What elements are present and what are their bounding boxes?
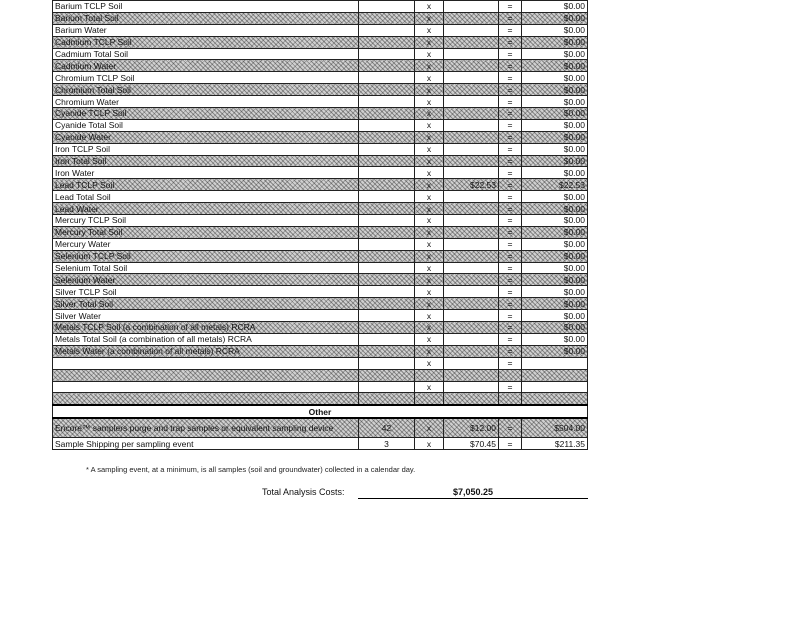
line-total-cell: $0.00 bbox=[522, 60, 588, 72]
line-total-cell: $0.00 bbox=[522, 84, 588, 96]
table-row bbox=[53, 191, 588, 203]
table-row bbox=[53, 119, 588, 131]
line-total-cell: $0.00 bbox=[522, 262, 588, 274]
equals-sign: = bbox=[499, 131, 522, 143]
quantity-cell bbox=[359, 369, 415, 381]
table-row bbox=[53, 333, 588, 345]
table-row bbox=[53, 393, 588, 405]
equals-sign: = bbox=[499, 286, 522, 298]
table-row bbox=[53, 418, 588, 438]
equals-sign: = bbox=[499, 215, 522, 227]
equals-sign bbox=[499, 369, 522, 381]
equals-sign: = bbox=[499, 250, 522, 262]
analyte-name: Mercury TCLP Soil bbox=[53, 215, 359, 227]
unit-price-cell bbox=[444, 250, 499, 262]
quantity-cell bbox=[359, 24, 415, 36]
equals-sign: = bbox=[499, 84, 522, 96]
line-total-cell: $0.00 bbox=[522, 1, 588, 13]
equals-sign: = bbox=[499, 333, 522, 345]
equals-sign: = bbox=[499, 96, 522, 108]
analyte-name: Chromium Total Soil bbox=[53, 84, 359, 96]
line-total-cell: $211.35 bbox=[522, 438, 588, 450]
equals-sign: = bbox=[499, 24, 522, 36]
table-row bbox=[53, 215, 588, 227]
table-row bbox=[53, 1, 588, 13]
multiply-sign: x bbox=[415, 298, 444, 310]
equals-sign: = bbox=[499, 310, 522, 322]
line-total-cell: $0.00 bbox=[522, 322, 588, 334]
line-total-cell: $0.00 bbox=[522, 250, 588, 262]
multiply-sign: x bbox=[415, 250, 444, 262]
multiply-sign: x bbox=[415, 96, 444, 108]
quantity-cell bbox=[359, 262, 415, 274]
equals-sign: = bbox=[499, 357, 522, 369]
analyte-name: Encore™ samplers purge and trap samples or equivalent sampling device bbox=[53, 418, 359, 438]
multiply-sign: x bbox=[415, 381, 444, 393]
line-total-cell: $0.00 bbox=[522, 274, 588, 286]
multiply-sign: x bbox=[415, 24, 444, 36]
multiply-sign: x bbox=[415, 274, 444, 286]
quantity-cell bbox=[359, 203, 415, 215]
equals-sign: = bbox=[499, 203, 522, 215]
line-total-cell: $0.00 bbox=[522, 96, 588, 108]
unit-price-cell bbox=[444, 333, 499, 345]
multiply-sign: x bbox=[415, 203, 444, 215]
table-row bbox=[53, 60, 588, 72]
analyte-name: Sample Shipping per sampling event bbox=[53, 438, 359, 450]
line-total-cell: $0.00 bbox=[522, 226, 588, 238]
quantity-cell bbox=[359, 393, 415, 405]
section-title: Other bbox=[53, 405, 588, 418]
quantity-cell bbox=[359, 119, 415, 131]
equals-sign: = bbox=[499, 238, 522, 250]
multiply-sign: x bbox=[415, 262, 444, 274]
analyte-name: Lead Total Soil bbox=[53, 191, 359, 203]
cost-table-body bbox=[53, 1, 588, 450]
analyte-name: Silver TCLP Soil bbox=[53, 286, 359, 298]
multiply-sign: x bbox=[415, 48, 444, 60]
quantity-cell bbox=[359, 310, 415, 322]
unit-price-cell bbox=[444, 262, 499, 274]
multiply-sign: x bbox=[415, 84, 444, 96]
quantity-cell bbox=[359, 179, 415, 191]
quantity-cell bbox=[359, 191, 415, 203]
unit-price-cell bbox=[444, 48, 499, 60]
unit-price-cell bbox=[444, 143, 499, 155]
quantity-cell bbox=[359, 357, 415, 369]
line-total-cell: $0.00 bbox=[522, 167, 588, 179]
line-total-cell: $0.00 bbox=[522, 12, 588, 24]
quantity-cell bbox=[359, 1, 415, 13]
multiply-sign: x bbox=[415, 143, 444, 155]
analyte-name: Barium TCLP Soil bbox=[53, 1, 359, 13]
analyte-name: Iron Total Soil bbox=[53, 155, 359, 167]
quantity-cell bbox=[359, 84, 415, 96]
quantity-cell bbox=[359, 167, 415, 179]
multiply-sign: x bbox=[415, 286, 444, 298]
line-total-cell: $0.00 bbox=[522, 286, 588, 298]
equals-sign: = bbox=[499, 36, 522, 48]
table-row bbox=[53, 250, 588, 262]
unit-price-cell bbox=[444, 298, 499, 310]
line-total-cell: $0.00 bbox=[522, 131, 588, 143]
table-row bbox=[53, 96, 588, 108]
analyte-name: Chromium Water bbox=[53, 96, 359, 108]
table-row bbox=[53, 310, 588, 322]
analyte-name: Selenium TCLP Soil bbox=[53, 250, 359, 262]
table-row bbox=[53, 238, 588, 250]
unit-price-cell: $70.45 bbox=[444, 438, 499, 450]
multiply-sign: x bbox=[415, 322, 444, 334]
multiply-sign: x bbox=[415, 438, 444, 450]
analyte-name: Metals Water (a combination of all metals) RCRA bbox=[53, 345, 359, 357]
quantity-cell bbox=[359, 286, 415, 298]
cost-table bbox=[52, 0, 587, 450]
line-total-cell: $0.00 bbox=[522, 155, 588, 167]
table-row bbox=[53, 12, 588, 24]
analyte-name: Lead Water bbox=[53, 203, 359, 215]
quantity-cell bbox=[359, 48, 415, 60]
equals-sign: = bbox=[499, 226, 522, 238]
multiply-sign: x bbox=[415, 215, 444, 227]
table-row bbox=[53, 226, 588, 238]
table-row bbox=[53, 143, 588, 155]
other-section-header bbox=[53, 405, 588, 418]
line-total-cell: $0.00 bbox=[522, 310, 588, 322]
table-row bbox=[53, 155, 588, 167]
table-row bbox=[53, 381, 588, 393]
line-total-cell: $0.00 bbox=[522, 72, 588, 84]
quantity-cell bbox=[359, 322, 415, 334]
quantity-cell bbox=[359, 12, 415, 24]
table-row bbox=[53, 167, 588, 179]
quantity-cell bbox=[359, 215, 415, 227]
equals-sign: = bbox=[499, 322, 522, 334]
multiply-sign: x bbox=[415, 72, 444, 84]
multiply-sign: x bbox=[415, 226, 444, 238]
analyte-name: Silver Total Soil bbox=[53, 298, 359, 310]
footnote: * A sampling event, at a minimum, is all samples (soil and groundwater) collected in a calendar day. bbox=[86, 465, 416, 474]
analyte-name: Barium Total Soil bbox=[53, 12, 359, 24]
table-row bbox=[53, 357, 588, 369]
analyte-name: Cadmium Water bbox=[53, 60, 359, 72]
analyte-name: Metals TCLP Soil (a combination of all metals) RCRA bbox=[53, 322, 359, 334]
analyte-name bbox=[53, 357, 359, 369]
multiply-sign: x bbox=[415, 167, 444, 179]
analyte-name: Iron TCLP Soil bbox=[53, 143, 359, 155]
analyte-name: Cyanide TCLP Soil bbox=[53, 108, 359, 120]
equals-sign: = bbox=[499, 262, 522, 274]
line-total-cell: $22.53 bbox=[522, 179, 588, 191]
line-total-cell: $0.00 bbox=[522, 215, 588, 227]
equals-sign: = bbox=[499, 418, 522, 438]
analyte-name: Chromium TCLP Soil bbox=[53, 72, 359, 84]
line-total-cell bbox=[522, 381, 588, 393]
line-total-cell: $0.00 bbox=[522, 108, 588, 120]
quantity-cell bbox=[359, 238, 415, 250]
equals-sign: = bbox=[499, 274, 522, 286]
table-row bbox=[53, 36, 588, 48]
quantity-cell: 42 bbox=[359, 418, 415, 438]
quantity-cell bbox=[359, 155, 415, 167]
line-total-cell: $0.00 bbox=[522, 191, 588, 203]
multiply-sign: x bbox=[415, 36, 444, 48]
unit-price-cell bbox=[444, 36, 499, 48]
quantity-cell bbox=[359, 108, 415, 120]
unit-price-cell bbox=[444, 345, 499, 357]
total-analysis-label: Total Analysis Costs: bbox=[262, 487, 345, 497]
line-total-cell: $0.00 bbox=[522, 238, 588, 250]
table-row bbox=[53, 48, 588, 60]
quantity-cell bbox=[359, 60, 415, 72]
unit-price-cell bbox=[444, 310, 499, 322]
line-total-cell: $0.00 bbox=[522, 333, 588, 345]
equals-sign bbox=[499, 393, 522, 405]
table-row bbox=[53, 179, 588, 191]
multiply-sign: x bbox=[415, 418, 444, 438]
quantity-cell bbox=[359, 274, 415, 286]
table-row bbox=[53, 438, 588, 450]
analyte-name: Metals Total Soil (a combination of all metals) RCRA bbox=[53, 333, 359, 345]
multiply-sign: x bbox=[415, 60, 444, 72]
quantity-cell bbox=[359, 226, 415, 238]
equals-sign: = bbox=[499, 191, 522, 203]
unit-price-cell bbox=[444, 381, 499, 393]
table-row bbox=[53, 298, 588, 310]
multiply-sign: x bbox=[415, 12, 444, 24]
table-row bbox=[53, 345, 588, 357]
multiply-sign: x bbox=[415, 155, 444, 167]
unit-price-cell bbox=[444, 274, 499, 286]
quantity-cell bbox=[359, 36, 415, 48]
line-total-cell: $0.00 bbox=[522, 345, 588, 357]
table-row bbox=[53, 24, 588, 36]
table-row bbox=[53, 274, 588, 286]
table-row bbox=[53, 286, 588, 298]
analyte-name: Barium Water bbox=[53, 24, 359, 36]
quantity-cell bbox=[359, 143, 415, 155]
analyte-name: Cyanide Water bbox=[53, 131, 359, 143]
table-row bbox=[53, 72, 588, 84]
multiply-sign: x bbox=[415, 191, 444, 203]
multiply-sign: x bbox=[415, 179, 444, 191]
equals-sign: = bbox=[499, 1, 522, 13]
multiply-sign: x bbox=[415, 1, 444, 13]
multiply-sign: x bbox=[415, 310, 444, 322]
analyte-name: Cyanide Total Soil bbox=[53, 119, 359, 131]
unit-price-cell bbox=[444, 226, 499, 238]
unit-price-cell bbox=[444, 119, 499, 131]
equals-sign: = bbox=[499, 119, 522, 131]
unit-price-cell bbox=[444, 322, 499, 334]
quantity-cell bbox=[359, 298, 415, 310]
table-row bbox=[53, 262, 588, 274]
multiply-sign: x bbox=[415, 131, 444, 143]
table-row bbox=[53, 108, 588, 120]
equals-sign: = bbox=[499, 298, 522, 310]
unit-price-cell bbox=[444, 155, 499, 167]
analyte-name bbox=[53, 369, 359, 381]
equals-sign: = bbox=[499, 143, 522, 155]
line-total-cell: $0.00 bbox=[522, 143, 588, 155]
line-total-cell: $0.00 bbox=[522, 298, 588, 310]
unit-price-cell bbox=[444, 1, 499, 13]
unit-price-cell bbox=[444, 12, 499, 24]
multiply-sign: x bbox=[415, 345, 444, 357]
analyte-name bbox=[53, 381, 359, 393]
quantity-cell bbox=[359, 72, 415, 84]
analyte-name: Selenium Total Soil bbox=[53, 262, 359, 274]
unit-price-cell bbox=[444, 131, 499, 143]
analyte-name: Selenium Water bbox=[53, 274, 359, 286]
equals-sign: = bbox=[499, 179, 522, 191]
equals-sign: = bbox=[499, 381, 522, 393]
line-total-cell bbox=[522, 393, 588, 405]
unit-price-cell: $12.00 bbox=[444, 418, 499, 438]
table-row bbox=[53, 131, 588, 143]
quantity-cell bbox=[359, 250, 415, 262]
equals-sign: = bbox=[499, 155, 522, 167]
unit-price-cell bbox=[444, 215, 499, 227]
line-total-cell bbox=[522, 357, 588, 369]
quantity-cell: 3 bbox=[359, 438, 415, 450]
line-total-cell: $0.00 bbox=[522, 48, 588, 60]
unit-price-cell bbox=[444, 238, 499, 250]
unit-price-cell bbox=[444, 84, 499, 96]
analyte-name: Cadmium TCLP Soil bbox=[53, 36, 359, 48]
line-total-cell: $0.00 bbox=[522, 36, 588, 48]
analyte-name: Iron Water bbox=[53, 167, 359, 179]
unit-price-cell bbox=[444, 96, 499, 108]
equals-sign: = bbox=[499, 438, 522, 450]
table-row bbox=[53, 369, 588, 381]
equals-sign: = bbox=[499, 345, 522, 357]
table-row bbox=[53, 84, 588, 96]
line-total-cell: $0.00 bbox=[522, 203, 588, 215]
unit-price-cell bbox=[444, 72, 499, 84]
equals-sign: = bbox=[499, 72, 522, 84]
line-total-cell: $504.00 bbox=[522, 418, 588, 438]
unit-price-cell bbox=[444, 191, 499, 203]
multiply-sign: x bbox=[415, 357, 444, 369]
analyte-name bbox=[53, 393, 359, 405]
quantity-cell bbox=[359, 333, 415, 345]
quantity-cell bbox=[359, 131, 415, 143]
table-row bbox=[53, 203, 588, 215]
unit-price-cell bbox=[444, 393, 499, 405]
equals-sign: = bbox=[499, 12, 522, 24]
equals-sign: = bbox=[499, 167, 522, 179]
unit-price-cell bbox=[444, 286, 499, 298]
unit-price-cell bbox=[444, 60, 499, 72]
multiply-sign bbox=[415, 393, 444, 405]
analyte-name: Mercury Total Soil bbox=[53, 226, 359, 238]
quantity-cell bbox=[359, 381, 415, 393]
multiply-sign: x bbox=[415, 238, 444, 250]
analyte-name: Mercury Water bbox=[53, 238, 359, 250]
unit-price-cell bbox=[444, 24, 499, 36]
quantity-cell bbox=[359, 345, 415, 357]
unit-price-cell bbox=[444, 167, 499, 179]
unit-price-cell: $22.53 bbox=[444, 179, 499, 191]
table-row bbox=[53, 322, 588, 334]
unit-price-cell bbox=[444, 203, 499, 215]
line-total-cell: $0.00 bbox=[522, 119, 588, 131]
multiply-sign: x bbox=[415, 333, 444, 345]
equals-sign: = bbox=[499, 60, 522, 72]
quantity-cell bbox=[359, 96, 415, 108]
analyte-name: Lead TCLP Soil bbox=[53, 179, 359, 191]
multiply-sign: x bbox=[415, 108, 444, 120]
analyte-name: Silver Water bbox=[53, 310, 359, 322]
unit-price-cell bbox=[444, 369, 499, 381]
analyte-name: Cadmium Total Soil bbox=[53, 48, 359, 60]
equals-sign: = bbox=[499, 48, 522, 60]
multiply-sign: x bbox=[415, 119, 444, 131]
multiply-sign bbox=[415, 369, 444, 381]
equals-sign: = bbox=[499, 108, 522, 120]
total-analysis-value: $7,050.25 bbox=[358, 487, 588, 499]
unit-price-cell bbox=[444, 108, 499, 120]
line-total-cell bbox=[522, 369, 588, 381]
line-total-cell: $0.00 bbox=[522, 24, 588, 36]
unit-price-cell bbox=[444, 357, 499, 369]
